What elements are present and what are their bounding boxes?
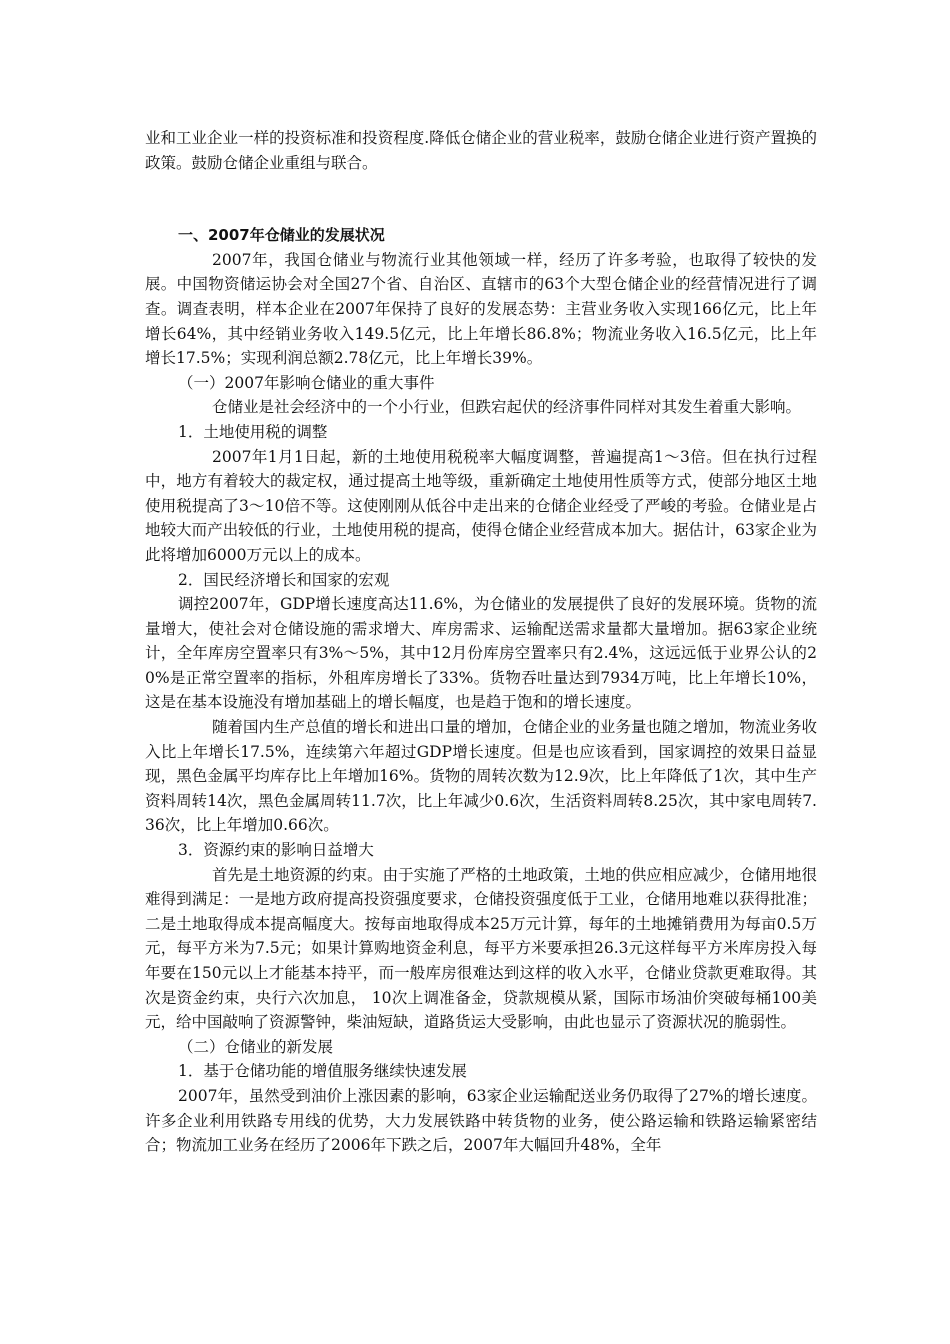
section-paragraph: 2007年，我国仓储业与物流行业其他领域一样，经历了许多考验，也取得了较快的发展。中国物资储运协会对全国27个省、自治区、直辖市的63个大型仓储企业的经营情况进行了调查。调查表明，样本企业在2007年保持了良好的发展态势：主营业务收入实现166亿元，比上年增长64%，其中经销业务收入149.5亿元，比上年增长86.8%；物流业务收入16.5亿元，比上年增长17.5%；实现利润总额2.78亿元，比上年增长39%。	[145, 250, 817, 368]
item-3-heading: 3．资源约束的影响日益增大	[178, 841, 374, 860]
section-heading: 一、2007年仓储业的发展状况	[178, 226, 385, 245]
document-body	[145, 126, 817, 1158]
item-4-heading: 1．基于仓储功能的增值服务继续快速发展	[178, 1062, 467, 1081]
item-2-paragraph-2: 随着国内生产总值的增长和进出口量的增加，仓储企业的业务量也随之增加，物流业务收入比上年增长17.5%，连续第六年超过GDP增长速度。但是也应该看到，国家调控的效果日益显现，黑色金属平均库存比上年增加16%。货物的周转次数为12.9次，比上年降低了1次，其中生产资料周转14次，黑色金属周转11.7次，比上年减少0.6次，生活资料周转8.25次，其中家电周转7.36次，比上年增加0.66次。	[145, 718, 817, 835]
subsection-1-paragraph: 仓储业是社会经济中的一个小行业，但跌宕起伏的经济事件同样对其发生着重大影响。	[212, 398, 802, 417]
item-1-heading: 1．土地使用税的调整	[178, 422, 328, 441]
item-4-paragraph: 2007年，虽然受到油价上涨因素的影响，63家企业运输配送业务仍取得了27%的增长速度。许多企业利用铁路专用线的优势，大力发展铁路中转货物的业务，使公路运输和铁路运输紧密结合；物流加工业务在经历了2006年下跌之后，2007年大幅回升48%，全年	[145, 1086, 817, 1155]
item-1-paragraph: 2007年1月1日起，新的土地使用税税率大幅度调整，普遍提高1～3倍。但在执行过程中，地方有着较大的裁定权，通过提高土地等级，重新确定土地使用性质等方式，使部分地区土地使用税提高了3～10倍不等。这使刚刚从低谷中走出来的仓储企业经受了严峻的考验。仓储业是占地较大而产出较低的行业，土地使用税的提高，使得仓储企业经营成本加大。据估计，63家企业为此将增加6000万元以上的成本。	[145, 447, 817, 564]
subsection-1-heading: （一）2007年影响仓储业的重大事件	[178, 373, 435, 392]
intro-paragraph: 业和工业企业一样的投资标准和投资程度.降低仓储企业的营业税率，鼓励仓储企业进行资产置换的政策。鼓励仓储企业重组与联合。	[145, 129, 817, 172]
item-2-paragraph: 调控2007年，GDP增长速度高达11.6%，为仓储业的发展提供了良好的发展环境。货物的流量增大，使社会对仓储设施的需求增大、库房需求、运输配送需求量都大量增加。据63家企业统计，全年库房空置率只有3%～5%，其中12月份库房空置率只有2.4%，这远远低于业界公认的20%是正常空置率的指标，外租库房增长了33%。货物吞吐量达到7934万吨，比上年增长10%，这是在基本设施没有增加基础上的增长幅度，也是趋于饱和的增长速度。	[145, 595, 817, 712]
item-3-paragraph: 首先是土地资源的约束。由于实施了严格的土地政策，土地的供应相应减少，仓储用地很难得到满足：一是地方政府提高投资强度要求，仓储投资强度低于工业，仓储用地难以获得批准；二是土地取得成本提高幅度大。按每亩地取得成本25万元计算，每年的土地摊销费用为每亩0.5万元，每平方米为7.5元；如果计算购地资金利息，每平方米要承担26.3元这样每平方米库房投入每年要在150元以上才能基本持平，而一般库房很难达到这样的收入水平，仓储业贷款更难取得。其次是资金约束，央行六次加息， 10次上调准备金，贷款规模从紧，国际市场油价突破每桶100美元，给中国敲响了资源警钟，柴油短缺，道路货运大受影响，由此也显示了资源状况的脆弱性。	[145, 865, 817, 1032]
item-2-heading: 2．国民经济增长和国家的宏观	[178, 570, 390, 589]
subsection-2-heading: （二）仓储业的新发展	[178, 1037, 334, 1056]
